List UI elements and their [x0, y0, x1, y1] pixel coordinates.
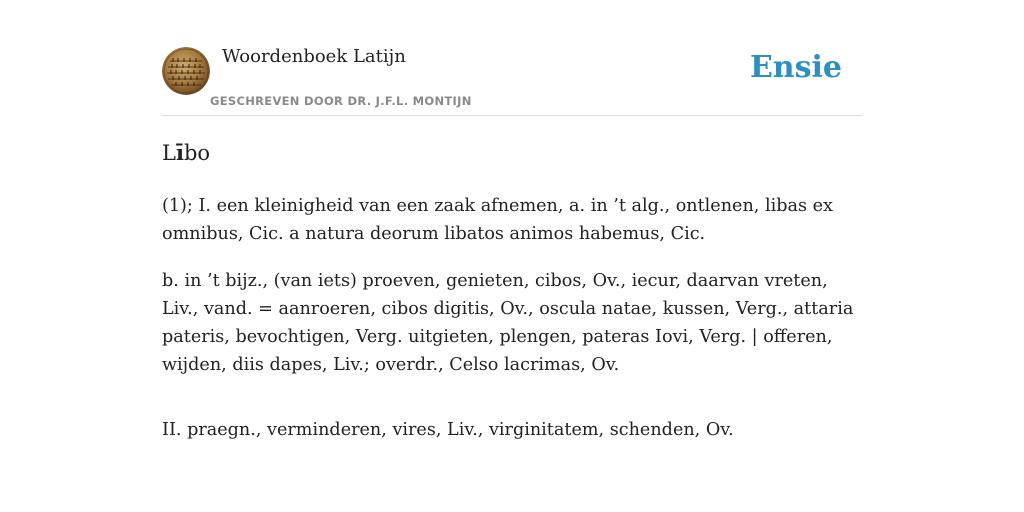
definition-paragraph: (1); I. een kleinigheid van een zaak afnemen, a. in ’t alg., ontlenen, libas ex omnibus, Cic. a natura deorum libatos animos habemus, Cic. — [162, 196, 833, 244]
seal-image — [162, 47, 210, 95]
entry-headword — [162, 140, 210, 165]
page — [162, 0, 862, 440]
definition-paragraph: II. praegn., verminderen, vires, Liv., virginitatem, schenden, Ov. — [162, 420, 734, 440]
book-title-link[interactable]: Woordenboek Latijn — [222, 46, 406, 67]
latin-inscription-seal-icon[interactable] — [162, 47, 210, 95]
headword-suffix: bo — [183, 141, 211, 165]
brand-logo-link[interactable]: Ensie — [749, 50, 842, 85]
entry-definition — [162, 192, 862, 463]
headword-prefix: L — [162, 141, 176, 165]
author-line: GESCHREVEN DOOR DR. J.F.L. MONTIJN — [210, 94, 472, 108]
definition-paragraph: b. in ’t bijz., (van iets) proeven, genieten, cibos, Ov., iecur, daarvan vreten, Liv., vand. = aanroeren, cibos digitis, Ov., oscula natae, kussen, Verg., attaria pateris, bevochtigen, Verg. uitgieten, plengen, pateras Iovi, Verg. | offeren, wijden, diis dapes, Liv.; overdr., Celso lacrimas, Ov. — [162, 271, 854, 375]
header — [162, 0, 862, 116]
headword-marked-letter: ī — [175, 140, 184, 165]
